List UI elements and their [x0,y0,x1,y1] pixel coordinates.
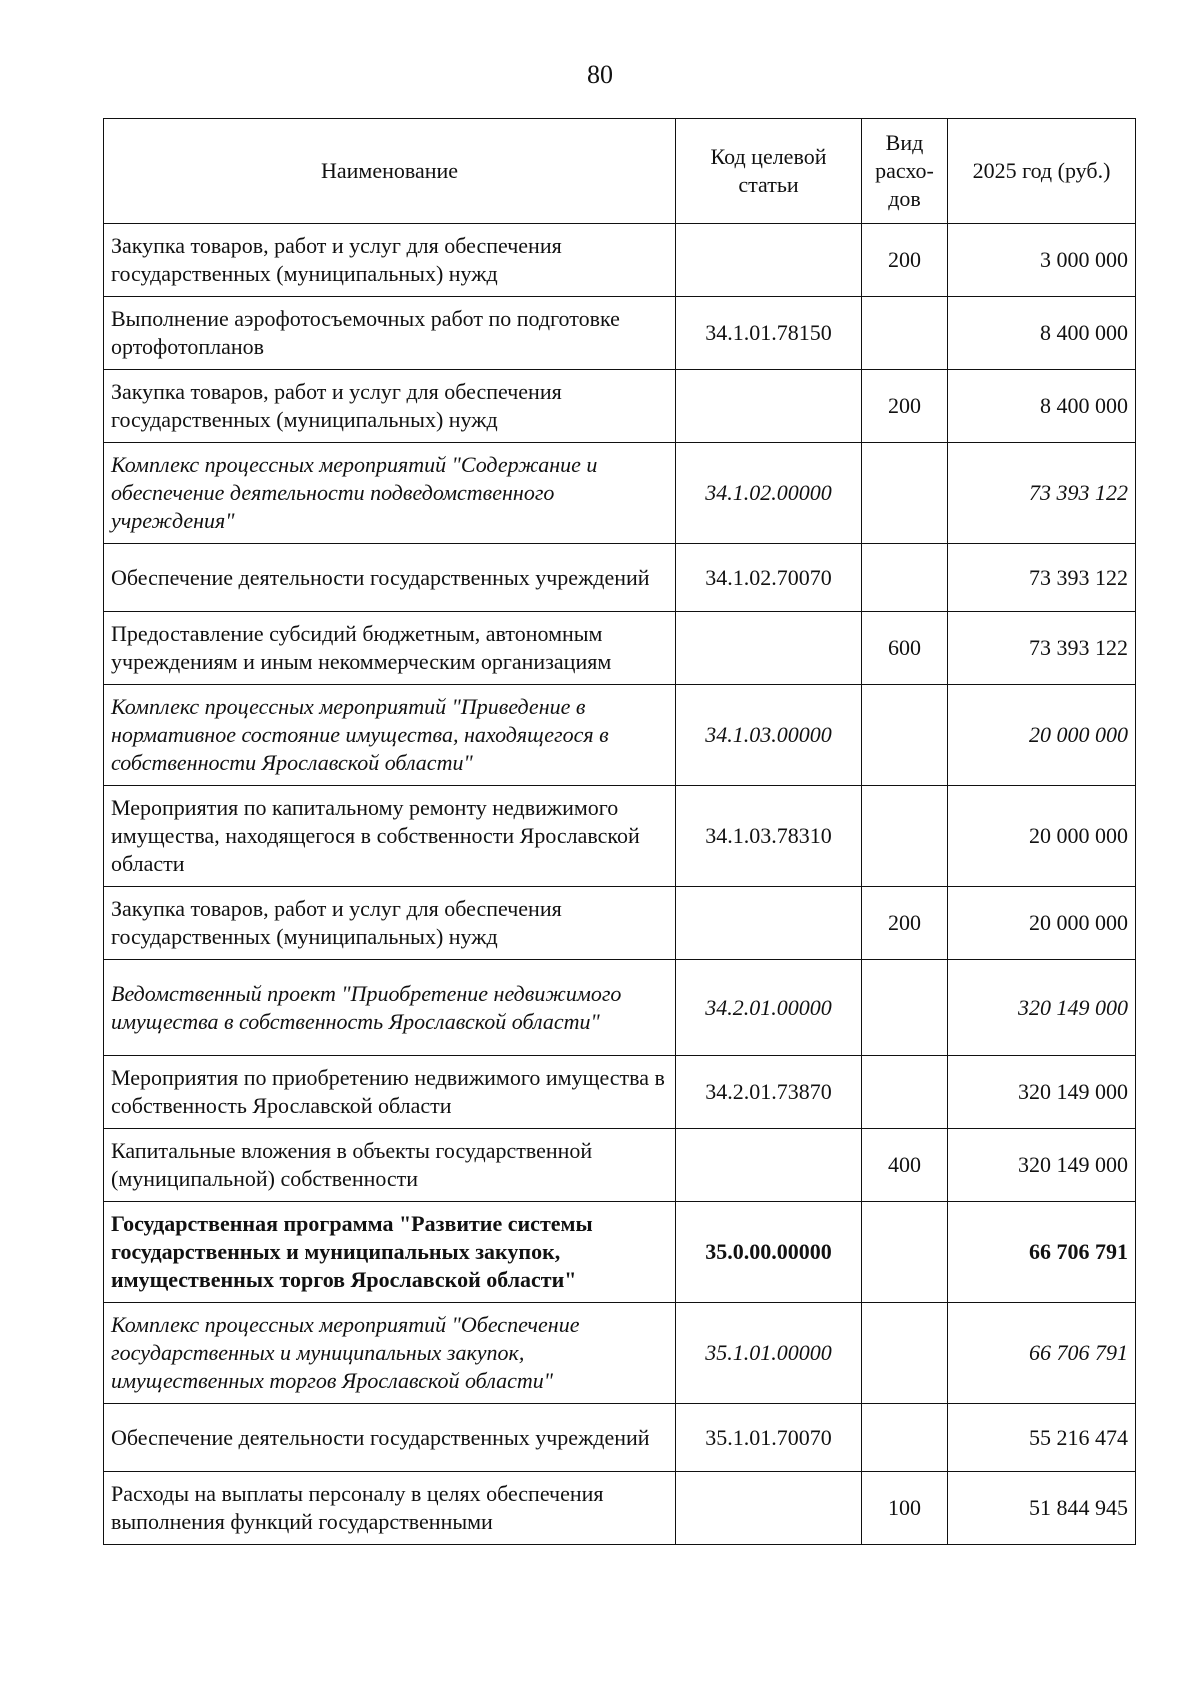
table-row [104,887,1136,960]
row-code-cell [676,1129,862,1202]
row-code-cell: 35.0.00.00000 [676,1202,862,1303]
row-amount-cell: 73 393 122 [948,544,1136,612]
row-type-cell [862,1202,948,1303]
row-amount-cell: 320 149 000 [948,1056,1136,1129]
header-code: Код целевой статьи [676,119,862,224]
table-row [104,224,1136,297]
row-amount-cell: 55 216 474 [948,1404,1136,1472]
row-name-cell: Закупка товаров, работ и услуг для обеспечения государственных (муниципальных) нужд [104,224,676,297]
row-type-cell [862,786,948,887]
row-amount-cell: 73 393 122 [948,443,1136,544]
row-name-cell: Комплекс процессных мероприятий "Приведение в нормативное состояние имущества, находящегося в собственности Ярославской области" [104,685,676,786]
row-code-cell: 35.1.01.70070 [676,1404,862,1472]
row-amount-cell: 320 149 000 [948,960,1136,1056]
row-name-cell: Выполнение аэрофотосъемочных работ по подготовке ортофотопланов [104,297,676,370]
table-row [104,544,1136,612]
row-type-cell: 200 [862,224,948,297]
row-amount-cell: 51 844 945 [948,1472,1136,1545]
row-type-cell [862,297,948,370]
table-row [104,370,1136,443]
row-name-cell: Комплекс процессных мероприятий "Содержание и обеспечение деятельности подведомственного учреждения" [104,443,676,544]
table-row [104,786,1136,887]
row-code-cell: 34.1.02.00000 [676,443,862,544]
row-code-cell: 34.1.01.78150 [676,297,862,370]
row-amount-cell: 8 400 000 [948,370,1136,443]
row-amount-cell: 73 393 122 [948,612,1136,685]
row-type-cell [862,1056,948,1129]
row-type-cell: 600 [862,612,948,685]
row-type-cell [862,960,948,1056]
row-amount-cell: 320 149 000 [948,1129,1136,1202]
table-row [104,1056,1136,1129]
table-row [104,1202,1136,1303]
row-type-cell [862,1404,948,1472]
table-row [104,960,1136,1056]
row-name-cell: Капитальные вложения в объекты государственной (муниципальной) собственности [104,1129,676,1202]
table-row [104,685,1136,786]
header-amount: 2025 год (руб.) [948,119,1136,224]
row-code-cell: 35.1.01.00000 [676,1303,862,1404]
row-amount-cell: 3 000 000 [948,224,1136,297]
row-amount-cell: 66 706 791 [948,1202,1136,1303]
row-amount-cell: 20 000 000 [948,887,1136,960]
table-row [104,297,1136,370]
table-row [104,612,1136,685]
table-row [104,443,1136,544]
row-name-cell: Мероприятия по приобретению недвижимого имущества в собственность Ярославской области [104,1056,676,1129]
row-type-cell: 200 [862,370,948,443]
row-code-cell: 34.1.03.78310 [676,786,862,887]
row-name-cell: Ведомственный проект "Приобретение недвижимого имущества в собственность Ярославской области" [104,960,676,1056]
row-code-cell [676,612,862,685]
row-code-cell [676,1472,862,1545]
table-row [104,1129,1136,1202]
row-name-cell: Обеспечение деятельности государственных учреждений [104,544,676,612]
row-amount-cell: 20 000 000 [948,685,1136,786]
row-type-cell [862,1303,948,1404]
row-code-cell [676,370,862,443]
row-type-cell [862,685,948,786]
row-code-cell [676,887,862,960]
row-code-cell: 34.1.03.00000 [676,685,862,786]
row-type-cell [862,544,948,612]
table-body [104,224,1136,1545]
row-amount-cell: 66 706 791 [948,1303,1136,1404]
row-name-cell: Предоставление субсидий бюджетным, автономным учреждениям и иным некоммерческим организациям [104,612,676,685]
row-code-cell: 34.2.01.00000 [676,960,862,1056]
table-row [104,1472,1136,1545]
row-type-cell: 100 [862,1472,948,1545]
table-row [104,1404,1136,1472]
row-name-cell: Закупка товаров, работ и услуг для обеспечения государственных (муниципальных) нужд [104,887,676,960]
row-amount-cell: 20 000 000 [948,786,1136,887]
row-name-cell: Комплекс процессных мероприятий "Обеспечение государственных и муниципальных закупок, имущественных торгов Ярославской области" [104,1303,676,1404]
row-amount-cell: 8 400 000 [948,297,1136,370]
row-code-cell: 34.2.01.73870 [676,1056,862,1129]
row-name-cell: Закупка товаров, работ и услуг для обеспечения государственных (муниципальных) нужд [104,370,676,443]
row-type-cell: 200 [862,887,948,960]
row-code-cell: 34.1.02.70070 [676,544,862,612]
row-type-cell [862,443,948,544]
row-type-cell: 400 [862,1129,948,1202]
header-type: Вид расхо-дов [862,119,948,224]
row-code-cell [676,224,862,297]
row-name-cell: Расходы на выплаты персоналу в целях обеспечения выполнения функций государственными [104,1472,676,1545]
header-name: Наименование [104,119,676,224]
row-name-cell: Государственная программа "Развитие системы государственных и муниципальных закупок, имущественных торгов Ярославской области" [104,1202,676,1303]
table-row [104,1303,1136,1404]
budget-table [103,118,1136,1545]
page-number: 80 [587,60,613,89]
table-header-row [104,119,1136,224]
row-name-cell: Мероприятия по капитальному ремонту недвижимого имущества, находящегося в собственности Ярославской области [104,786,676,887]
row-name-cell: Обеспечение деятельности государственных учреждений [104,1404,676,1472]
